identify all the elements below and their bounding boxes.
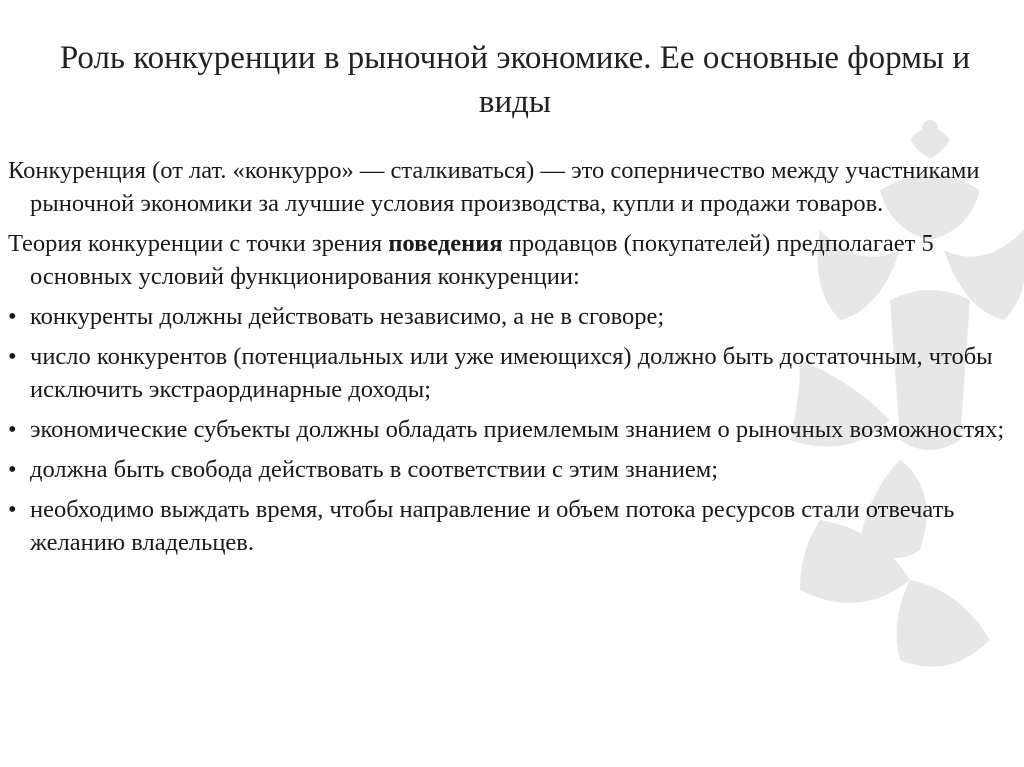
bullet-icon: • — [8, 456, 17, 483]
bullet-icon: • — [8, 496, 17, 523]
list-item — [8, 413, 1008, 446]
bullet-text: конкуренты должны действовать независимо, а не в сговоре; — [30, 303, 665, 330]
list-item — [8, 453, 1008, 486]
bullet-text: должна быть свобода действовать в соответствии с этим знанием; — [30, 456, 719, 483]
bullet-text: экономические субъекты должны обладать приемлемым знанием о рыночных возможностях; — [30, 416, 1005, 443]
list-item — [8, 493, 1008, 559]
slide-content — [8, 154, 1008, 566]
bullet-icon: • — [8, 343, 17, 370]
slide-title: Роль конкуренции в рыночной экономике. Ее основные формы и виды — [59, 40, 971, 120]
bullet-text: число конкурентов (потенциальных или уже имеющихся) должно быть достаточным, чтобы исключить экстраординарные доходы; — [30, 343, 993, 403]
list-item — [8, 340, 1008, 406]
list-item — [8, 300, 1008, 333]
bullet-icon: • — [8, 416, 17, 443]
bullet-icon: • — [8, 303, 17, 330]
theory-bold-term: поведения — [388, 230, 503, 257]
bullet-text: необходимо выждать время, чтобы направление и объем потока ресурсов стали отвечать желанию владельцев. — [30, 496, 955, 556]
theory-text-before: Теория конкуренции с точки зрения — [8, 230, 389, 257]
definition-paragraph: Конкуренция (от лат. «конкурро» — сталкиваться) — это соперничество между участниками рыночной экономики за лучшие условия производства, купли и продажи товаров. — [8, 157, 980, 217]
theory-paragraph — [8, 227, 1008, 293]
theory-text-after: продавцов (покупателей) предполагает 5 основных условий функционирования конкуренции: — [30, 230, 934, 290]
